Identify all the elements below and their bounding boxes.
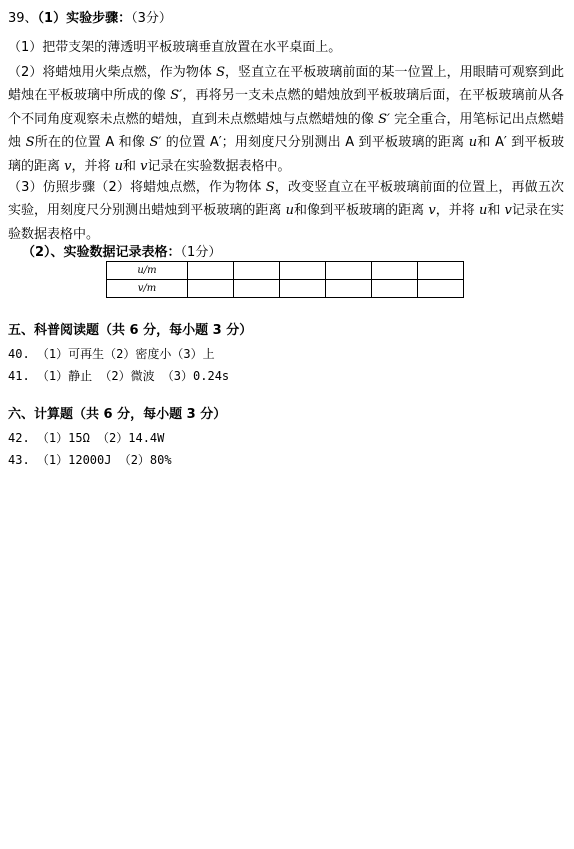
table-title: （2）、实验数据记录表格： xyxy=(22,245,181,260)
q43-answer: 43. （1）12000J （2）80% xyxy=(8,453,172,467)
text-span: （3）仿照步骤（2）将蜡烛点燃，作为物体 xyxy=(8,180,266,195)
symbol-v: v xyxy=(64,158,72,174)
text-span: 的位置 A′；用刻度尺分别测出 A 到平板玻璃的距离 xyxy=(161,135,469,151)
text-span: 记录在实验数据表格中。 xyxy=(8,203,564,242)
text-span: ，再将另一支未点燃的蜡烛放到平板玻璃后面，在平板玻璃前从各个不同角度观察未点燃的蜡烛，直到未点燃蜡烛与点燃蜡烛的像 xyxy=(8,88,564,127)
text-span: ，改变竖直立在平板玻璃前面的位置上，再做五次实验，用刻度尺分别测出蜡烛到平板玻璃的距离 xyxy=(8,180,564,219)
q41-answer: 41. （1）静止 （2）微波 （3）0.24s xyxy=(8,369,230,383)
symbol-u: u xyxy=(114,158,124,174)
text-span: 和 xyxy=(487,203,505,219)
data-record-table xyxy=(106,261,464,298)
q39-step1: （1）把带支架的薄透明平板玻璃垂直放置在水平桌面上。 xyxy=(8,40,342,55)
table-cell xyxy=(188,280,234,298)
symbol-S: S xyxy=(265,180,275,195)
q39-table-heading xyxy=(22,244,221,262)
table-cell xyxy=(188,262,234,280)
table-cell xyxy=(326,280,372,298)
table-cell xyxy=(234,280,280,298)
table-cell xyxy=(280,280,326,298)
q39-step2 xyxy=(8,61,564,178)
symbol-v: v xyxy=(428,203,436,219)
symbol-v: v xyxy=(504,203,512,219)
table-cell xyxy=(418,262,464,280)
symbol-S: S xyxy=(25,135,35,151)
q39-title: （1）实验步骤： xyxy=(37,11,132,26)
text-span: 所在的位置 A 和像 xyxy=(34,135,150,151)
q39-number: 39、 xyxy=(8,11,38,26)
section5-title: 五、科普阅读题（共 6 分，每小题 3 分） xyxy=(8,323,253,338)
table-row xyxy=(107,280,464,298)
symbol-S-prime: S′ xyxy=(149,135,162,151)
table-cell xyxy=(372,262,418,280)
text-span: 和 A′ 到平板玻璃的距离 xyxy=(8,135,564,174)
table-cell xyxy=(280,262,326,280)
text-span: （2）将蜡烛用火柴点燃，作为物体 xyxy=(8,65,217,80)
text-span: ，竖直立在平板玻璃前面的某一位置上，用眼睛可观察到此蜡烛在平板玻璃中所成的像 xyxy=(8,65,564,104)
text-span: ，并将 xyxy=(435,203,479,219)
symbol-S-prime: S′ xyxy=(378,111,390,127)
text-span: 完全重合，用笔标记出点燃蜡烛 xyxy=(8,111,564,151)
row-header-v: v/m xyxy=(107,280,188,298)
table-cell xyxy=(326,262,372,280)
text-span: 记录在实验数据表格中。 xyxy=(147,158,291,174)
text-span: 和 xyxy=(123,158,141,174)
table-score: （1分） xyxy=(180,245,222,260)
symbol-v: v xyxy=(140,158,148,174)
table-cell xyxy=(418,280,464,298)
symbol-u: u xyxy=(478,203,488,219)
symbol-u: u xyxy=(468,135,478,151)
q42-answer: 42. （1）15Ω （2）14.4W xyxy=(8,431,165,445)
row-header-u: u/m xyxy=(107,262,188,280)
table-cell xyxy=(372,280,418,298)
q39-header xyxy=(8,10,172,28)
symbol-u: u xyxy=(285,203,294,219)
table-cell xyxy=(234,262,280,280)
symbol-S: S xyxy=(216,65,225,80)
table-row xyxy=(107,262,464,280)
q39-score: （3分） xyxy=(131,11,172,26)
q39-step3 xyxy=(8,176,564,246)
symbol-S-prime: S′ xyxy=(170,88,183,104)
section6-title: 六、计算题（共 6 分，每小题 3 分） xyxy=(8,407,227,422)
q40-answer: 40. （1）可再生（2）密度小（3）上 xyxy=(8,347,215,361)
text-span: ，并将 xyxy=(71,158,115,174)
text-span: 和像到平板玻璃的距离 xyxy=(293,203,429,219)
